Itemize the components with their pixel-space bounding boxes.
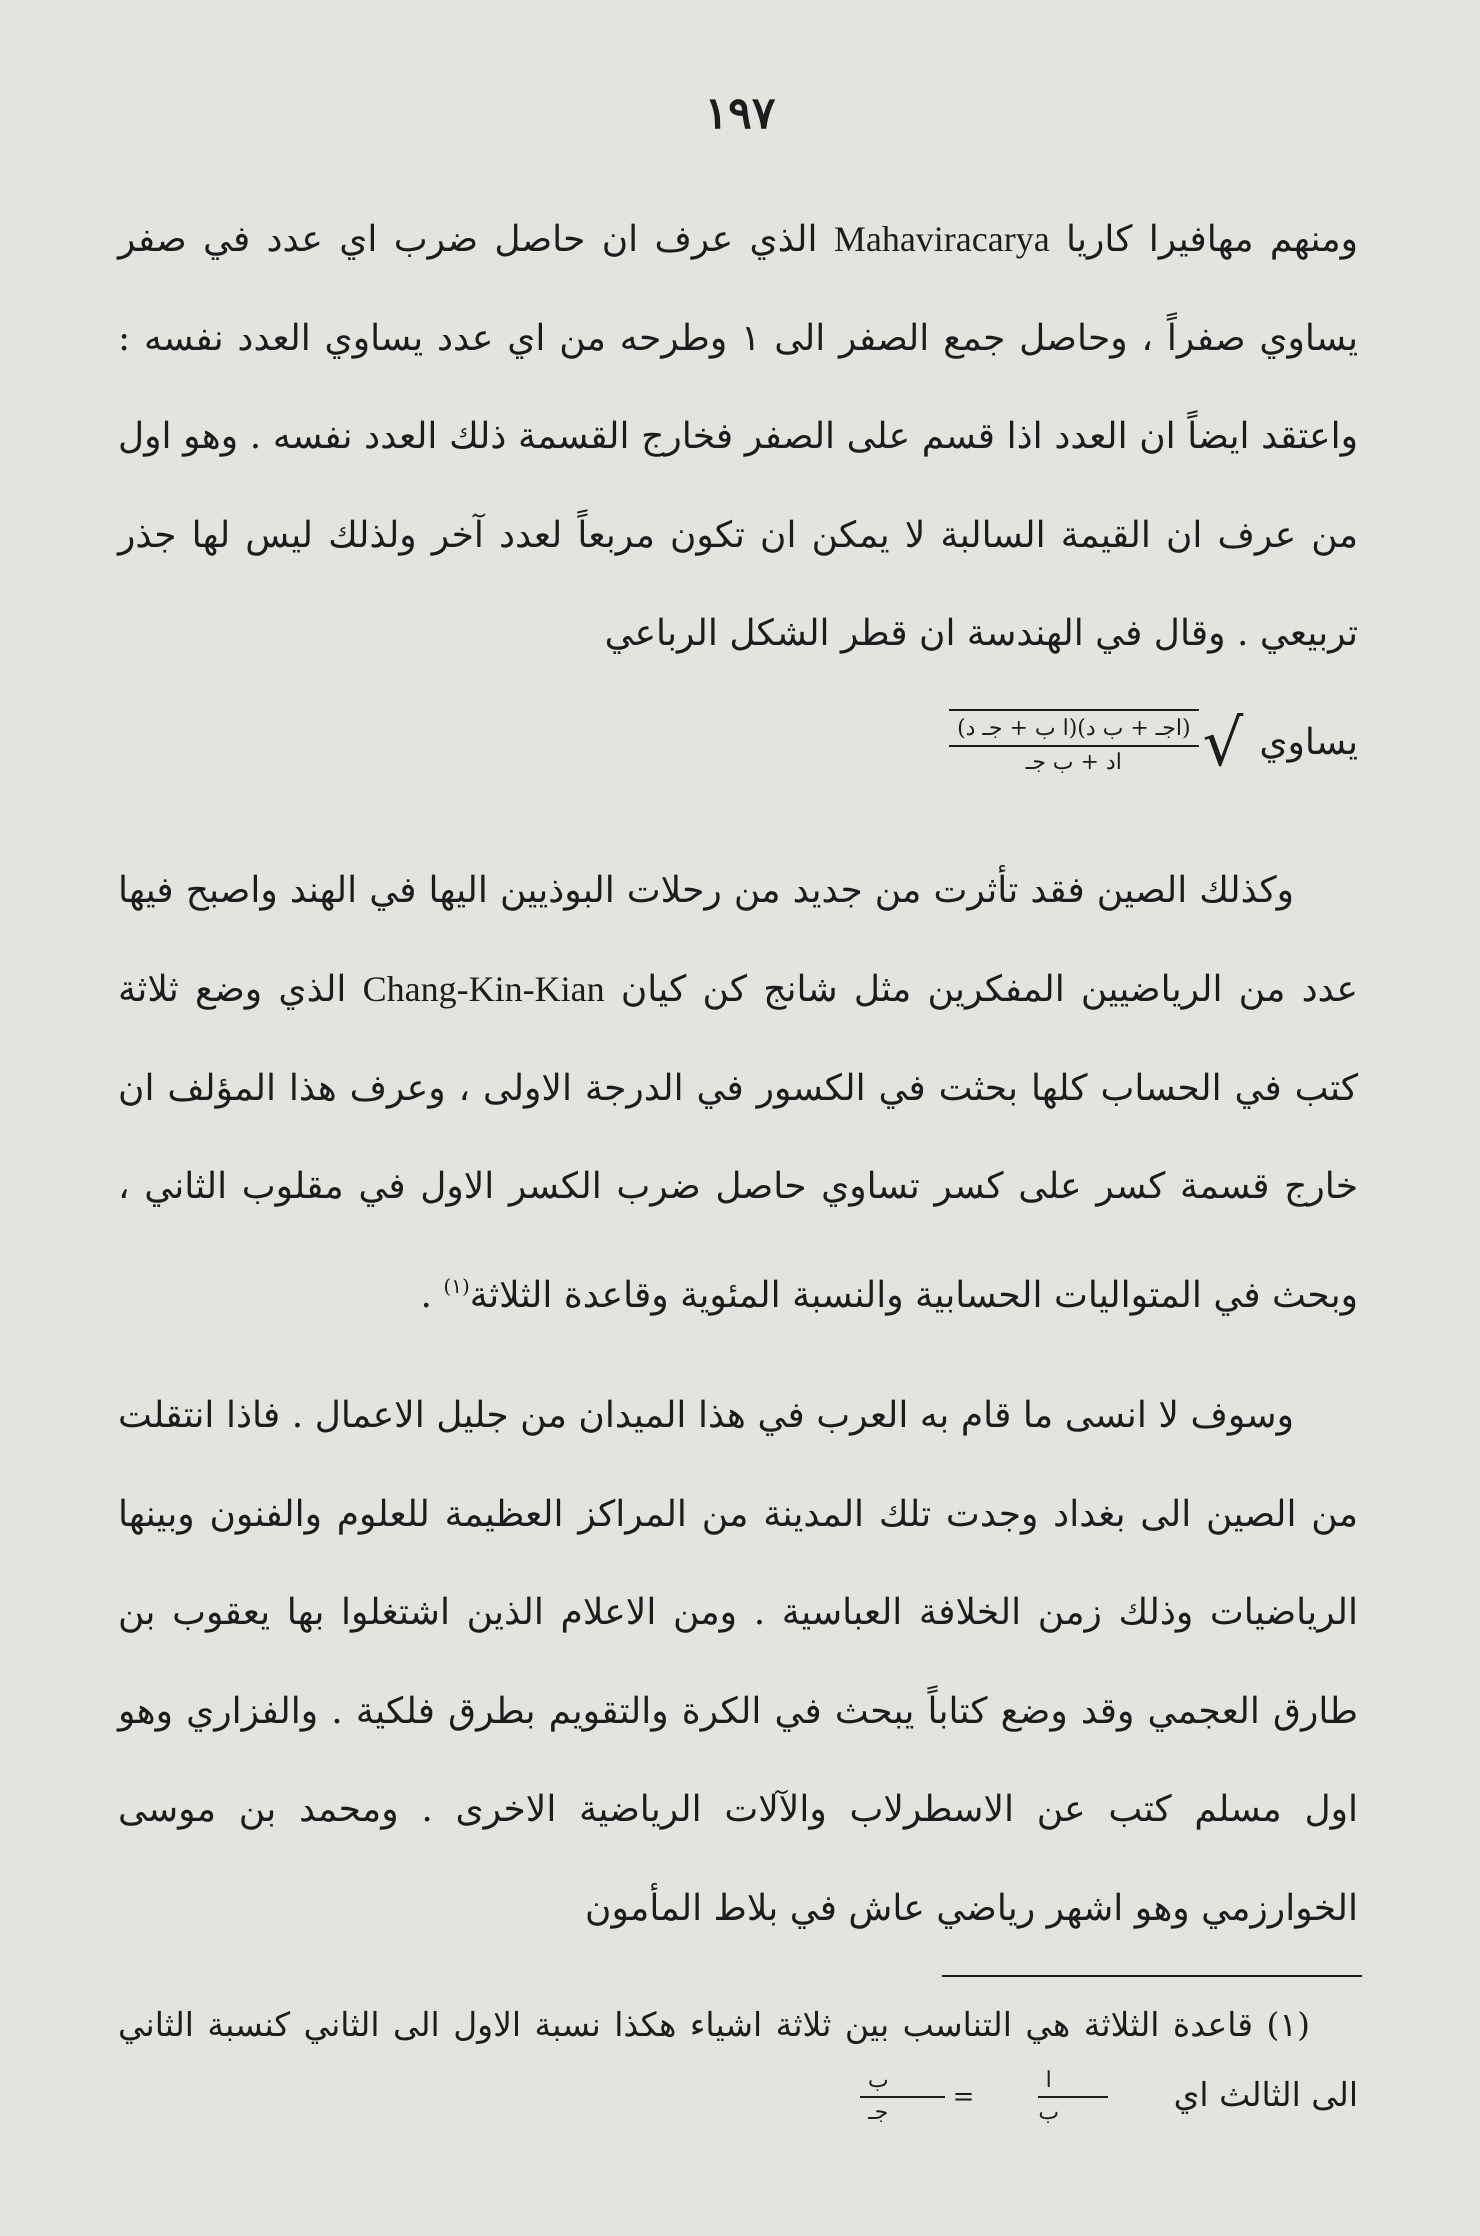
paragraph-2 [118, 842, 1358, 1346]
ratio-2-numerator: ب [860, 2066, 945, 2098]
ratio-equals: = [952, 2082, 975, 2112]
paragraph-2-end: . [420, 1274, 444, 1316]
formula-fraction [949, 709, 1198, 779]
footnote [118, 1990, 1358, 2132]
footnote-divider [942, 1975, 1362, 1977]
square-root [949, 706, 1244, 781]
latin-term-chang-kin-kian: Chang-Kin-Kian [362, 969, 605, 1009]
paragraph-1-text-b: الذي عرف ان حاصل ضرب اي عدد في صفر يساوي صفراً ، وحاصل جمع الصفر الى ١ وطرحه من اي عدد يساوي العدد نفسه : واعتقد ايضاً ان العدد اذا قسم على الصفر فخارج القسمة ذلك العدد نفسه . وهو اول من عرف ان القيمة السالبة لا يمكن ان تكون مربعاً لعدد آخر ولذلك ليس لها جذر تربيعي . وقال في الهندسة ان قطر الشكل الرباعي [118, 219, 1358, 654]
ratio-2-denominator: جـ [868, 2100, 889, 2125]
paragraph-1 [118, 190, 1358, 684]
footnote-ratio [852, 2062, 1123, 2132]
paragraph-2-text-a: وكذلك الصين فقد تأثرت من جديد من رحلات البوذيين اليها في الهند واصبح فيها عدد من الرياضيين المفكرين مثل شانج كن كيان [118, 869, 1358, 1010]
body-text [118, 190, 1358, 1958]
footnote-marker: (١) [1266, 2005, 1310, 2044]
radical-sign-icon: √ [1202, 706, 1244, 781]
footnote-paragraph [118, 1990, 1358, 2132]
footnote-reference[interactable]: (١) [443, 1273, 470, 1298]
formula-numerator: (اجـ + ب د)(ا ب + جـ د) [949, 713, 1198, 747]
ratio-fraction-1 [1030, 2066, 1115, 2128]
ratio-1-denominator: ب [1038, 2100, 1060, 2125]
formula-denominator: اد + ب جـ [1025, 749, 1122, 775]
paragraph-3: وسوف لا انسى ما قام به العرب في هذا الميدان من جليل الاعمال . فاذا انتقلت من الصين الى بغداد وجدت تلك المدينة من المراكز العظيمة للعلوم والفنون وبينها الرياضيات وذلك زمن الخلافة العباسية . ومن الاعلام الذين اشتغلوا بها يعقوب بن طارق العجمي وقد وضع كتاباً يبحث في الكرة والتقويم بطرق فلكية . والفزاري وهو اول مسلم كتب عن الاسطرلاب والآلات الرياضية الاخرى . ومحمد بن موسى الخوارزمي وهو اشهر رياضي عاش في بلاط المأمون [118, 1395, 1358, 1929]
latin-term-mahaviracarya: Mahaviracarya [833, 219, 1050, 259]
page-number: ١٩٧ [704, 88, 776, 139]
footnote-text: قاعدة الثلاثة هي التناسب بين ثلاثة اشياء هكذا نسبة الاول الى الثاني كنسبة الثاني الى الثالث اي [118, 2005, 1358, 2114]
ratio-fraction-2 [860, 2066, 945, 2128]
ratio-1-numerator: ا [1038, 2066, 1108, 2098]
paragraph-2-text-b: الذي وضع ثلاثة كتب في الحساب كلها بحثت في الكسور في الدرجة الاولى ، وعرف هذا المؤلف ان خارج قسمة كسر على كسر تساوي حاصل ضرب الكسر الاول في مقلوب الثاني ، وبحث في المتواليات الحسابية والنسبة المئوية وقاعدة الثلاثة [118, 969, 1358, 1316]
diagonal-formula [118, 684, 1358, 804]
paragraph-1-text-a: ومنهم مهافيرا كاريا [1049, 219, 1358, 260]
formula-lead: يساوي [1259, 722, 1358, 764]
